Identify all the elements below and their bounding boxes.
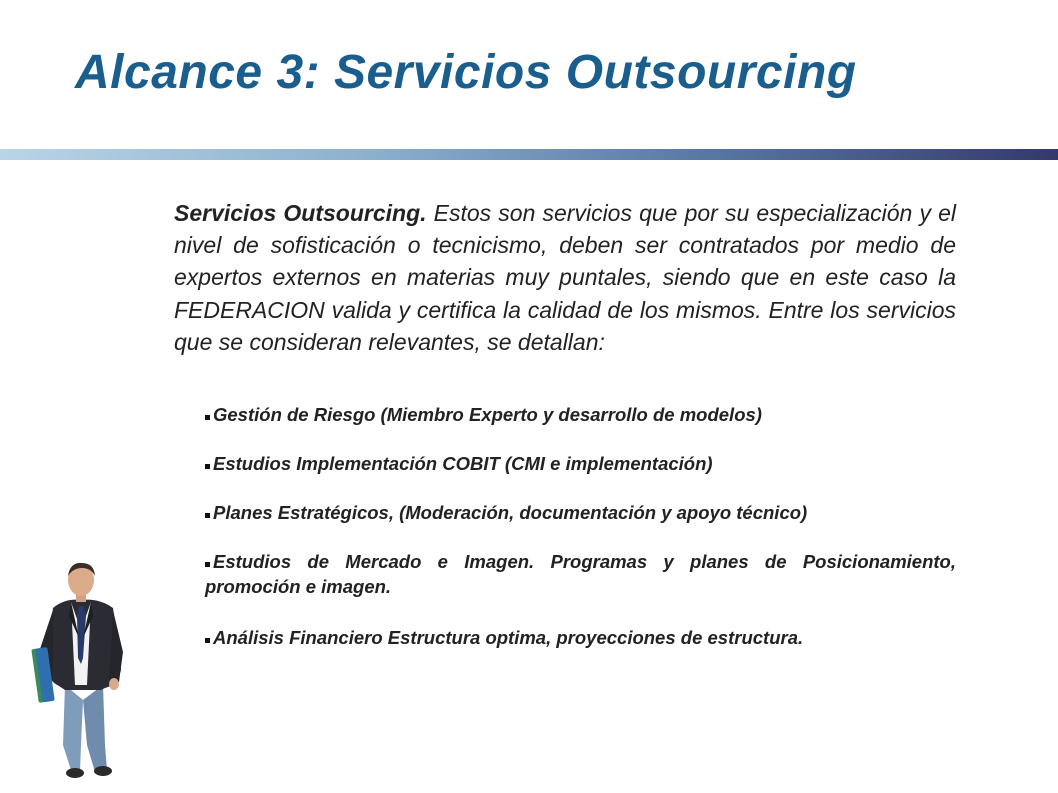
intro-lead: Servicios Outsourcing. — [174, 200, 427, 226]
list-item-text: Estudios de Mercado e Imagen. Programas y planes de Posicionamiento, promoción e imagen. — [205, 551, 956, 597]
bullet-marker — [205, 513, 210, 518]
list-item — [205, 625, 956, 650]
intro-paragraph — [174, 197, 956, 358]
list-item-text: Planes Estratégicos, (Moderación, documentación y apoyo técnico) — [213, 502, 808, 523]
services-list — [205, 402, 956, 674]
bullet-marker — [205, 464, 210, 469]
list-item-text: Estudios Implementación COBIT (CMI e implementación) — [213, 453, 713, 474]
list-item — [205, 500, 956, 525]
bullet-marker — [205, 562, 210, 567]
bullet-marker — [205, 415, 210, 420]
title-divider-bar — [0, 149, 1058, 160]
slide-title: Alcance 3: Servicios Outsourcing — [75, 46, 857, 99]
list-item — [205, 549, 956, 599]
list-item — [205, 451, 956, 476]
list-item-text: Gestión de Riesgo (Miembro Experto y desarrollo de modelos) — [213, 404, 762, 425]
list-item-text: Análisis Financiero Estructura optima, proyecciones de estructura. — [213, 627, 804, 648]
bullet-marker — [205, 638, 210, 643]
intro-text: Estos son servicios que por su especialización y el nivel de sofisticación o tecnicismo, deben ser contratados por medio de expertos externos en materias muy puntales, siendo que en este caso la FEDERACION valida y certifica la calidad de los mismos. Entre los servicios que se consideran relevantes, se detallan: — [174, 200, 956, 355]
businessman-illustration — [25, 560, 135, 785]
list-item — [205, 402, 956, 427]
